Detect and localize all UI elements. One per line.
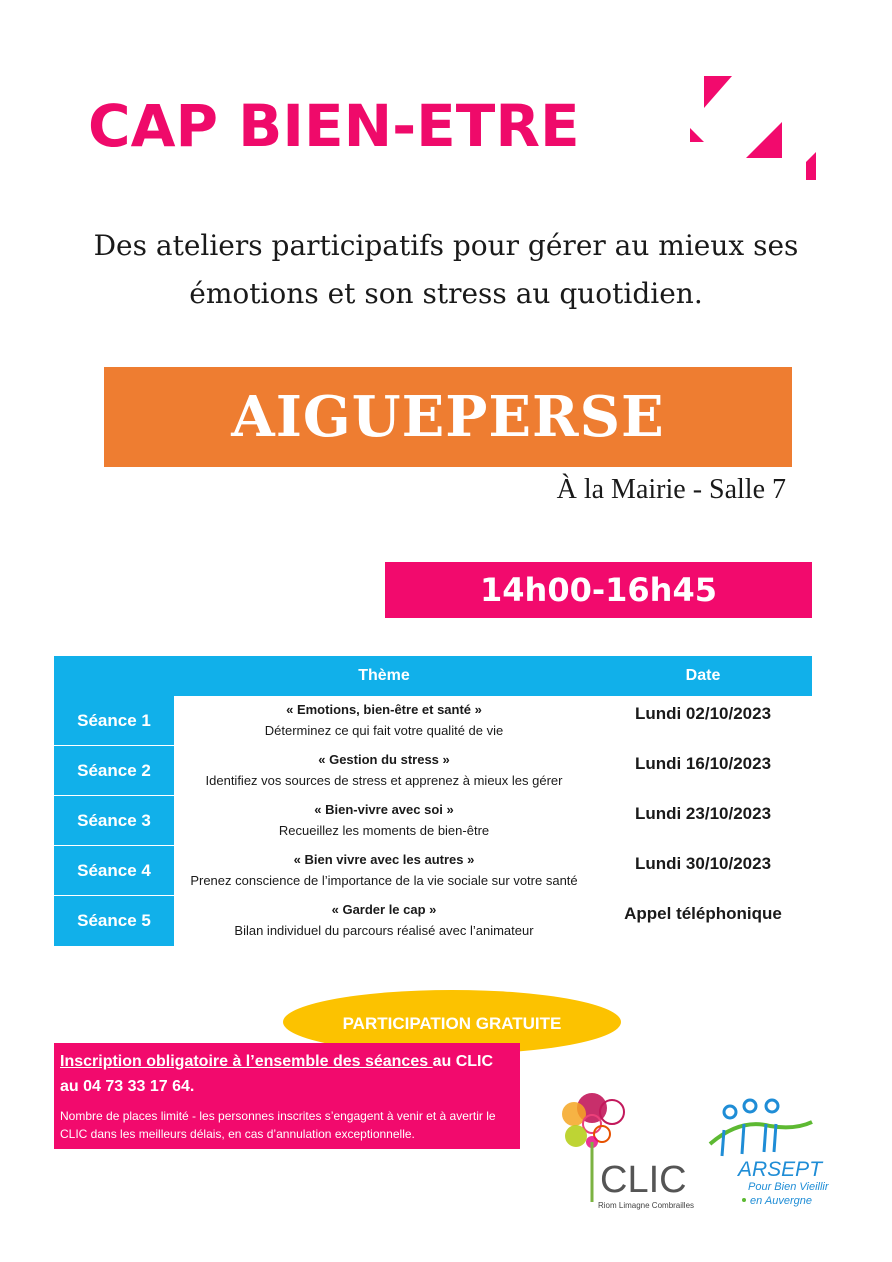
venue-label: À la Mairie - Salle 7 <box>556 474 786 505</box>
arsept-logo <box>700 1094 850 1210</box>
theme-title: « Bien vivre avec les autres » <box>293 852 475 867</box>
session-label: Séance 5 <box>54 896 174 946</box>
table-row <box>54 696 812 746</box>
theme-title: « Garder le cap » <box>331 902 437 917</box>
session-label: Séance 2 <box>54 746 174 796</box>
header-theme: Thème <box>358 667 410 684</box>
town-banner <box>104 367 792 467</box>
clic-logo <box>556 1086 696 1212</box>
theme-title: « Gestion du stress » <box>318 752 450 767</box>
subtitle: Des ateliers participatifs pour gérer au mieux ses émotions et son stress au quotidien. <box>93 229 799 310</box>
session-date: Lundi 30/10/2023 <box>634 854 772 873</box>
theme-description: Recueillez les moments de bien-être <box>278 823 490 838</box>
inscription-box <box>54 1043 520 1149</box>
town-name: AIGUEPERSE <box>231 384 665 450</box>
theme-title: « Bien-vivre avec soi » <box>314 802 454 817</box>
session-date: Lundi 16/10/2023 <box>634 754 772 773</box>
inscription-mandatory: Inscription obligatoire à l’ensemble des séances <box>60 1053 433 1070</box>
table-row <box>54 746 812 796</box>
table-header <box>54 656 812 696</box>
session-date: Appel téléphonique <box>624 904 782 923</box>
time-banner <box>385 562 812 618</box>
header-session <box>54 656 174 696</box>
inscription-phone: au CLIC au 04 73 33 17 64. <box>60 1053 494 1095</box>
session-theme <box>174 746 594 796</box>
session-theme <box>174 696 594 746</box>
table-row <box>54 796 812 846</box>
table-row <box>54 846 812 896</box>
corner-triangles-decoration <box>686 72 818 184</box>
page-title: CAP BIEN-ETRE <box>88 92 580 160</box>
session-label: Séance 3 <box>54 796 174 846</box>
session-date: Lundi 02/10/2023 <box>634 704 772 723</box>
clic-logo-name: CLIC <box>600 1159 687 1201</box>
time-text: 14h00-16h45 <box>480 571 717 609</box>
theme-description: Identifiez vos sources de stress et apprenez à mieux les gérer <box>205 773 563 788</box>
clic-logo-tagline: Riom Limagne Combrailles <box>598 1201 695 1210</box>
table-row <box>54 896 812 946</box>
inscription-note: Nombre de places limité - les personnes inscrites s’engagent à venir et à avertir le CLIC dans les meilleurs délais, en cas d’annulation exceptionnelle. <box>60 1109 496 1141</box>
schedule-table <box>54 656 812 946</box>
session-label: Séance 1 <box>54 696 174 746</box>
arsept-logo-tagline-2: en Auvergne <box>750 1195 812 1207</box>
arsept-logo-name: ARSEPT <box>738 1158 823 1181</box>
session-label: Séance 4 <box>54 846 174 896</box>
theme-description: Déterminez ce qui fait votre qualité de vie <box>264 723 504 738</box>
theme-description: Bilan individuel du parcours réalisé avec l’animateur <box>234 923 534 938</box>
inscription-main-text <box>60 1049 514 1099</box>
participation-text: PARTICIPATION GRATUITE <box>342 1014 562 1033</box>
session-date: Lundi 23/10/2023 <box>634 804 772 823</box>
session-theme <box>174 846 594 896</box>
header-date: Date <box>685 667 721 684</box>
theme-description: Prenez conscience de l’importance de la vie sociale sur votre santé <box>190 873 578 888</box>
arsept-logo-tagline-1: Pour Bien Vieillir <box>748 1181 829 1193</box>
theme-title: « Emotions, bien-être et santé » <box>286 702 482 717</box>
session-theme <box>174 896 594 946</box>
session-theme <box>174 796 594 846</box>
